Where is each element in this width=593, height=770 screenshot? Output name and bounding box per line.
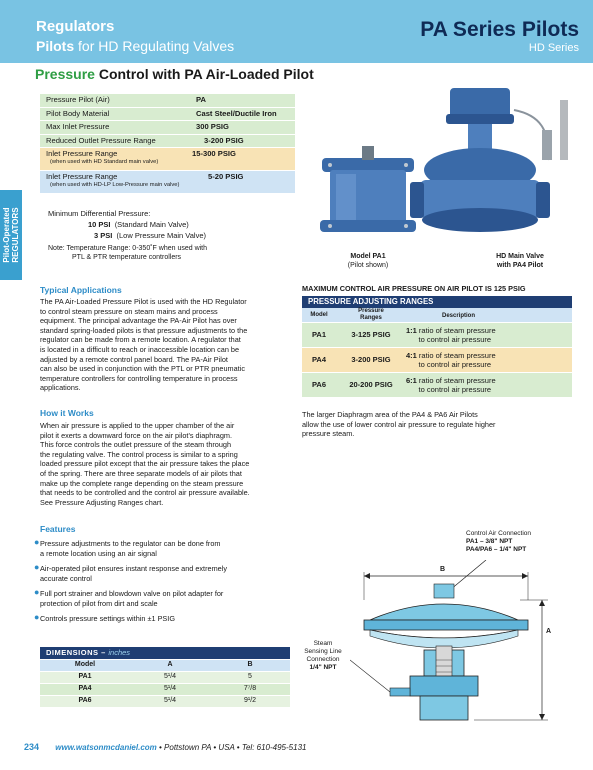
sensing-line-2: Sensing Line (304, 648, 342, 655)
spec-label: Inlet Pressure Range (46, 172, 118, 182)
series-label: HD Series (528, 42, 579, 54)
note-line: Note: Temperature Range: 0-350˚F when used with (48, 245, 208, 252)
dim-cell-b: 9¹/2 (243, 697, 257, 704)
para-line: regulator can be made from a remote location. A regulator that (40, 335, 241, 345)
spec-label: Pressure Pilot (Air) (46, 95, 110, 104)
para-line: allow the use of lower control air pressure to regulate higher (302, 419, 496, 429)
cell-ratio: 6:1 (406, 376, 417, 385)
min-diff-line (48, 230, 206, 241)
min-differential (48, 208, 206, 241)
cell-model: PA1 (311, 330, 327, 339)
bullet-icon: ● (34, 537, 40, 547)
dim-cell-model: PA1 (78, 673, 92, 680)
control-air-2: PA4/PA6 – 1/4" NPT (466, 546, 527, 553)
feature-item (40, 589, 280, 608)
feature-line: Controls pressure settings within ±1 PSIG (40, 614, 175, 623)
features-heading: Features (40, 524, 76, 534)
col-ranges-1: Pressure (358, 308, 384, 314)
dim-cell-a: 5¹/4 (163, 685, 177, 692)
hd-caption-title: HD Main Valve (496, 253, 544, 260)
hd-main-valve-photo (410, 70, 580, 250)
table-row (40, 683, 290, 695)
col-description: Description (442, 313, 476, 319)
spec-value: PA (196, 95, 206, 104)
min-diff-text: (Low Pressure Main Valve) (116, 231, 206, 240)
table-row (302, 372, 572, 397)
sensing-line-4: 1/4" NPT (309, 664, 337, 671)
col-ranges-2: Ranges (360, 315, 382, 321)
col-ranges (338, 308, 404, 322)
footer-contact: • Pottstown PA • USA • Tel: 610-495-5131 (159, 743, 307, 752)
section-title (35, 66, 314, 82)
cell-description (406, 326, 572, 344)
pressure-table-title: PRESSURE ADJUSTING RANGES (302, 296, 572, 308)
pressure-table-header (302, 308, 572, 322)
hd-caption (470, 252, 570, 270)
min-diff-line (48, 219, 206, 230)
spec-label: Inlet Pressure Range (46, 149, 118, 159)
cell-model: PA6 (311, 380, 327, 389)
bullet-icon: ● (34, 562, 40, 572)
para-line: to control steam pressure on steam mains and process (40, 306, 218, 316)
feature-line: a remote location using an air signal (40, 548, 157, 558)
para-line: of the spring. There are three separate models of air pilots that (40, 468, 242, 478)
sensing-line-1: Steam (313, 640, 333, 647)
min-diff-value: 10 PSI (88, 220, 111, 229)
side-tab-text (2, 207, 20, 262)
dim-cell-model: PA6 (78, 697, 92, 704)
header-category: Regulators (36, 18, 115, 35)
cell-desc-1: ratio of steam pressure (416, 376, 496, 385)
para-line: pilot it exerts a downward force on the air pilot's diaphragm. (40, 430, 233, 440)
feature-item (40, 564, 280, 583)
para-line: loaded pressure pilot except that the air pressure takes the place (40, 459, 250, 469)
larger-diaphragm-note (302, 410, 577, 439)
table-row (302, 322, 572, 347)
how-paragraph (40, 421, 302, 507)
para-line: applications. (40, 383, 81, 393)
feature-item (40, 614, 280, 624)
bullet-icon: ● (34, 612, 40, 622)
typical-heading: Typical Applications (40, 285, 122, 295)
para-line: The PA Air-Loaded Pressure Pilot is used with the HD Regulator (40, 297, 247, 306)
control-air-1: PA1 – 3/8" NPT (466, 538, 513, 545)
dim-cell-b: 5 (248, 673, 252, 680)
side-tab-line2: REGULATORS (11, 207, 20, 263)
cell-range: 20-200 PSIG (349, 380, 393, 389)
spec-label: Reduced Outlet Pressure Range (46, 135, 156, 145)
spec-label: Pilot Body Material (46, 108, 110, 118)
cell-desc-1: ratio of steam pressure (416, 351, 496, 360)
cell-desc-1: ratio of steam pressure (416, 326, 496, 335)
feature-line: protection of pilot from dirt and scale (40, 598, 158, 608)
para-line: When air pressure is applied to the upper chamber of the air (40, 421, 235, 430)
cell-desc-2: to control air pressure (418, 360, 492, 369)
para-line: make up the complete range depending on the steam pressure (40, 478, 244, 488)
header-subtitle-bold: Pilots (36, 38, 75, 54)
spec-row (40, 108, 295, 122)
cell-desc-2: to control air pressure (418, 385, 492, 394)
min-diff-text: (Standard Main Valve) (114, 220, 189, 229)
page-number: 234 (24, 742, 40, 752)
side-tab-line1: Pilot-Operated (2, 207, 11, 263)
max-control-note: MAXIMUM CONTROL AIR PRESSURE ON AIR PILOT IS 125 PSIG (302, 284, 526, 293)
para-line: pressure steam. (302, 429, 355, 439)
pa1-caption-sub: (Pilot shown) (347, 262, 389, 269)
para-line: is located in a difficult to reach or inaccessible location can be (40, 344, 240, 354)
header-subtitle-rest: for HD Regulating Valves (74, 38, 235, 54)
footer-url[interactable]: www.watsonmcdaniel.com (55, 743, 157, 752)
spec-row (40, 121, 295, 135)
para-line: equipment. The principal advantage the PA-Air Pilot has over (40, 316, 237, 326)
cell-ratio: 1:1 (406, 326, 417, 335)
spec-note: (when used with HD-LP Low-Pressure main valve) (50, 182, 180, 189)
sensing-line-3: Connection (306, 656, 340, 663)
bullet-icon: ● (34, 587, 40, 597)
min-diff-value: 3 PSI (94, 231, 113, 240)
side-tab (0, 190, 22, 280)
cell-ratio: 4:1 (406, 351, 417, 360)
table-row (40, 695, 290, 707)
min-diff-title: Minimum Differential Pressure: (48, 209, 151, 218)
pa1-pilot-photo (318, 140, 418, 250)
cell-desc-2: to control air pressure (418, 335, 492, 344)
para-line: that needs to be controlled and the control air pressure available. (40, 488, 250, 498)
pressure-ranges-table (302, 296, 572, 397)
spec-table (40, 94, 295, 194)
page-title: PA Series Pilots (420, 18, 579, 41)
dimensions-header (40, 659, 290, 671)
cell-description (406, 376, 572, 394)
dim-col-b: B (247, 661, 253, 668)
spec-value: 5-20 PSIG (208, 172, 244, 182)
para-line: See Pressure Adjusting Ranges chart. (40, 497, 164, 507)
dim-cell-a: 5¹/4 (163, 697, 177, 704)
dim-col-a: A (167, 661, 173, 668)
spec-row (40, 171, 295, 194)
dim-cell-a: 5¹/4 (163, 673, 177, 680)
temperature-note (48, 244, 207, 262)
dim-a-label: A (546, 628, 552, 635)
para-line: temperature controllers for controlling temperature in process (40, 373, 238, 383)
note-line: PTL & PTR temperature controllers (72, 254, 182, 261)
control-air-label (466, 530, 531, 554)
cell-range: 3-200 PSIG (351, 355, 391, 364)
spec-row (40, 135, 295, 149)
col-model: Model (310, 312, 328, 318)
feature-line: Air-operated pilot ensures instant response and extremely (40, 564, 227, 573)
control-air-title: Control Air Connection (466, 530, 532, 537)
spec-value: 300 PSIG (196, 122, 229, 132)
hd-caption-sub: with PA4 Pilot (496, 262, 544, 269)
pa1-caption-title: Model PA1 (350, 253, 386, 260)
para-line: can also be used in conjunction with the PTL or PTR pneumatic (40, 364, 245, 374)
para-line: the regulating valve. The control process is similar to a spring (40, 449, 238, 459)
dim-cell-b: 7⁷/8 (243, 685, 257, 692)
spec-value: Cast Steel/Ductile Iron (196, 108, 277, 118)
dimensions-units: inches (108, 648, 131, 657)
table-row (40, 671, 290, 683)
cross-section-diagram (350, 560, 560, 735)
cell-model: PA4 (311, 355, 327, 364)
dimensions-title (40, 647, 290, 659)
spec-value: 15-300 PSIG (192, 149, 236, 159)
cell-range: 3-125 PSIG (351, 330, 391, 339)
pa1-caption (318, 252, 418, 270)
spec-label: Max Inlet Pressure (46, 122, 110, 132)
para-line: The larger Diaphragm area of the PA4 & PA6 Air Pilots (302, 410, 478, 419)
para-line: adjusted by a remote control panel board. The PA-Air Pilot (40, 354, 228, 364)
para-line: standard spring-loaded pilots is that pressure adjustments to the (40, 325, 248, 335)
dim-col-model: Model (74, 661, 96, 668)
dim-b-label: B (440, 566, 446, 573)
footer (24, 742, 306, 752)
sensing-line-label (296, 640, 350, 672)
para-line: This force controls the outlet pressure of the steam through (40, 440, 232, 450)
spec-note: (when used with HD Standard main valve) (50, 159, 159, 166)
spec-row (40, 94, 295, 108)
typical-paragraph (40, 297, 300, 393)
cell-description (406, 351, 572, 369)
dimensions-title-text: DIMENSIONS – (46, 648, 106, 657)
section-title-rest: Control with PA Air-Loaded Pilot (94, 66, 314, 82)
how-heading: How it Works (40, 408, 94, 418)
spec-row (40, 148, 295, 171)
feature-line: Full port strainer and blowdown valve on pilot adapter for (40, 589, 224, 598)
header-subtitle (36, 38, 234, 54)
feature-line: accurate control (40, 573, 92, 583)
section-title-green: Pressure (35, 66, 95, 82)
table-row (302, 347, 572, 372)
feature-item (40, 539, 280, 558)
dim-cell-model: PA4 (78, 685, 92, 692)
spec-value: 3-200 PSIG (204, 135, 244, 145)
dimensions-table (40, 647, 290, 707)
feature-line: Pressure adjustments to the regulator can be done from (40, 539, 221, 548)
